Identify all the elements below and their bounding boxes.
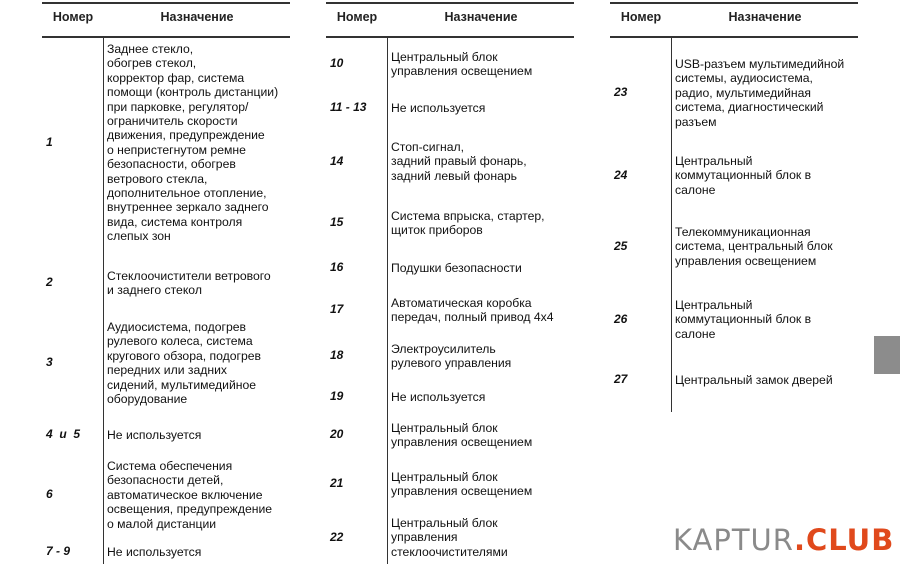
fuse-purpose [391, 342, 511, 371]
fuse-purpose-line: передних или задних [107, 363, 228, 378]
fuse-purpose-line: Стоп-сигнал, [391, 140, 465, 154]
fuse-purpose-line: помощи (контроль дистанции) [107, 85, 279, 100]
fuse-purpose-line: щиток приборов [391, 223, 483, 238]
fuse-purpose-line: безопасности, обогрев [107, 157, 236, 172]
fuse-purpose-line: передач, полный привод 4x4 [391, 310, 554, 325]
side-page-tab [874, 336, 900, 374]
fuse-purpose-line: корректор фар, система [107, 70, 245, 85]
fuse-number: 7 - 9 [46, 544, 71, 559]
header-top-rule [42, 2, 290, 4]
fuse-purpose [391, 209, 545, 238]
fuse-purpose-line: стеклоочистителями [391, 544, 508, 559]
fuse-purpose-line: слепых зон [107, 229, 171, 244]
fuse-purpose-line: система, центральный блок [675, 239, 833, 254]
fuse-number: 27 [614, 372, 628, 387]
fuse-purpose-line: задний левый фонарь [391, 168, 517, 183]
fuse-purpose-line: рулевого управления [391, 356, 512, 371]
fuse-purpose-line: Центральный [675, 154, 753, 168]
fuse-purpose-line: салоне [675, 326, 716, 341]
fuse-purpose-line: управления освещением [391, 64, 533, 79]
column-divider [387, 36, 388, 564]
fuse-purpose-line: рулевого колеса, система [107, 334, 253, 349]
fuse-purpose-line: кругового обзора, подогрев [107, 348, 262, 363]
fuse-purpose [391, 390, 485, 404]
fuse-purpose-line: и заднего стекол [107, 283, 202, 298]
fuse-purpose-line: о малой дистанции [107, 516, 217, 531]
fuse-number: 2 [46, 275, 53, 290]
fuse-purpose-line: разъем [675, 114, 717, 129]
fuse-purpose-line: салоне [675, 182, 716, 197]
fuse-purpose [391, 296, 554, 325]
fuse-purpose [107, 269, 271, 298]
fuse-purpose-line: Система обеспечения [107, 459, 233, 473]
fuse-purpose-line: USB-разъем мультимедийной [675, 57, 845, 71]
fuse-purpose-line: управления освещением [391, 435, 533, 450]
fuse-purpose-line: Не используется [107, 428, 202, 442]
column-divider [103, 36, 104, 564]
fuse-purpose [391, 101, 485, 115]
fuse-number: 1 [46, 134, 53, 149]
fuse-number: 18 [330, 348, 344, 363]
fuse-number: 24 [614, 167, 628, 182]
fuse-number: 6 [46, 487, 53, 501]
fuse-purpose [107, 320, 261, 406]
fuse-number: 19 [330, 389, 344, 404]
fuse-purpose-line: задний правый фонарь, [391, 154, 527, 169]
fuse-purpose-line: системы, аудиосистема, [675, 71, 813, 86]
fuse-purpose-line: Центральный блок [391, 516, 498, 530]
header-bottom-rule [326, 36, 574, 38]
fuse-number: 16 [330, 260, 344, 275]
fuse-purpose-line: при парковке, регулятор/ [107, 99, 249, 114]
fuse-purpose-line: Не используется [391, 390, 486, 404]
fuse-purpose-line: Не используется [391, 101, 486, 115]
fuse-purpose-line: Аудиосистема, подогрев [107, 320, 247, 334]
fuse-purpose-line: управления [391, 530, 458, 545]
fuse-purpose-line: о непристегнутом ремне [107, 142, 246, 157]
fuse-number: 26 [614, 311, 628, 326]
fuse-purpose-line: дополнительное отопление, [107, 186, 267, 201]
fuse-purpose [675, 373, 833, 387]
fuse-purpose-line: освещения, предупреждение [107, 502, 273, 517]
fuse-number: 14 [330, 153, 344, 168]
fuse-purpose-line: автоматическое включение [107, 487, 263, 502]
fuse-purpose [675, 298, 811, 341]
fuse-purpose-line: Электроусилитель [391, 342, 496, 356]
fuse-purpose-line: Центральный замок дверей [675, 373, 833, 387]
fuse-purpose-line: Телекоммуникационная [675, 225, 811, 239]
fuse-number: 23 [614, 85, 628, 99]
fuse-number: 22 [330, 529, 344, 544]
fuse-purpose [391, 50, 532, 79]
fuse-purpose-line: система, диагностический [675, 100, 824, 115]
fuse-purpose-line: Центральный блок [391, 50, 498, 64]
column-header-purpose: Назначение [160, 10, 234, 24]
fuse-purpose-line: коммутационный блок в [675, 312, 812, 327]
fuse-number: 10 [330, 56, 344, 71]
fuse-purpose [675, 225, 833, 268]
fuse-purpose-line: Центральный [675, 298, 753, 312]
fuse-purpose-line: радио, мультимедийная [675, 85, 811, 100]
fuse-purpose [675, 57, 844, 129]
fuse-number: 17 [330, 302, 344, 317]
column-header-number: Номер [336, 10, 378, 24]
fuse-purpose-line: ветрового стекла, [107, 171, 208, 186]
watermark-part-2: .CLUB [793, 523, 895, 557]
site-watermark [673, 523, 894, 557]
fuse-purpose-line: Центральный блок [391, 470, 498, 484]
fuse-purpose-line: Автоматическая коробка [391, 296, 532, 310]
fuse-purpose [391, 140, 527, 183]
header-top-rule [610, 2, 858, 4]
fuse-number: 15 [330, 215, 344, 230]
column-header-purpose: Назначение [728, 10, 802, 24]
fuse-purpose [675, 154, 811, 197]
fuse-purpose-line: Центральный блок [391, 421, 498, 435]
fuse-purpose-line: движения, предупреждение [107, 128, 265, 143]
fuse-purpose [391, 516, 508, 559]
fuse-purpose-line: безопасности детей, [107, 473, 224, 488]
header-top-rule [326, 2, 574, 4]
fuse-purpose [391, 421, 532, 450]
fuse-number: 20 [330, 427, 344, 442]
watermark-part-1: KAPTUR [673, 523, 794, 557]
fuse-purpose-line: управления освещением [391, 484, 533, 499]
fuse-purpose-line: Стеклоочистители ветрового [107, 269, 271, 283]
fuse-number: 21 [330, 476, 344, 491]
fuse-purpose-line: вида, система контроля [107, 214, 243, 229]
column-divider [671, 36, 672, 412]
header-bottom-rule [610, 36, 858, 38]
fuse-purpose-line: управления освещением [675, 253, 817, 268]
fuse-purpose [391, 261, 522, 275]
fuse-purpose-line: сидений, мультимедийное [107, 377, 257, 392]
fuse-purpose [107, 42, 278, 244]
column-header-purpose: Назначение [444, 10, 518, 24]
fuse-purpose-line: коммутационный блок в [675, 168, 812, 183]
fuse-purpose-line: обогрев стекол, [107, 56, 197, 71]
fuse-number: 25 [614, 238, 628, 253]
fuse-purpose-line: Не используется [107, 545, 202, 559]
column-header-number: Номер [620, 10, 662, 24]
fuse-purpose [107, 545, 201, 559]
fuse-purpose-line: Система впрыска, стартер, [391, 209, 545, 223]
column-header-number: Номер [52, 10, 94, 24]
fuse-purpose [107, 459, 272, 531]
fuse-purpose [107, 428, 201, 442]
fuse-number: 4 и 5 [46, 427, 81, 442]
fuse-purpose-line: Подушки безопасности [391, 261, 522, 275]
fuse-number: 11 - 13 [330, 100, 367, 115]
fuse-purpose-line: Заднее стекло, [107, 42, 194, 56]
fuse-purpose [391, 470, 532, 499]
header-bottom-rule [42, 36, 290, 38]
fuse-purpose-line: внутреннее зеркало заднего [107, 200, 269, 215]
fuse-purpose-line: оборудование [107, 392, 188, 407]
fuse-purpose-line: ограничитель скорости [107, 114, 238, 129]
fuse-number: 3 [46, 355, 53, 370]
